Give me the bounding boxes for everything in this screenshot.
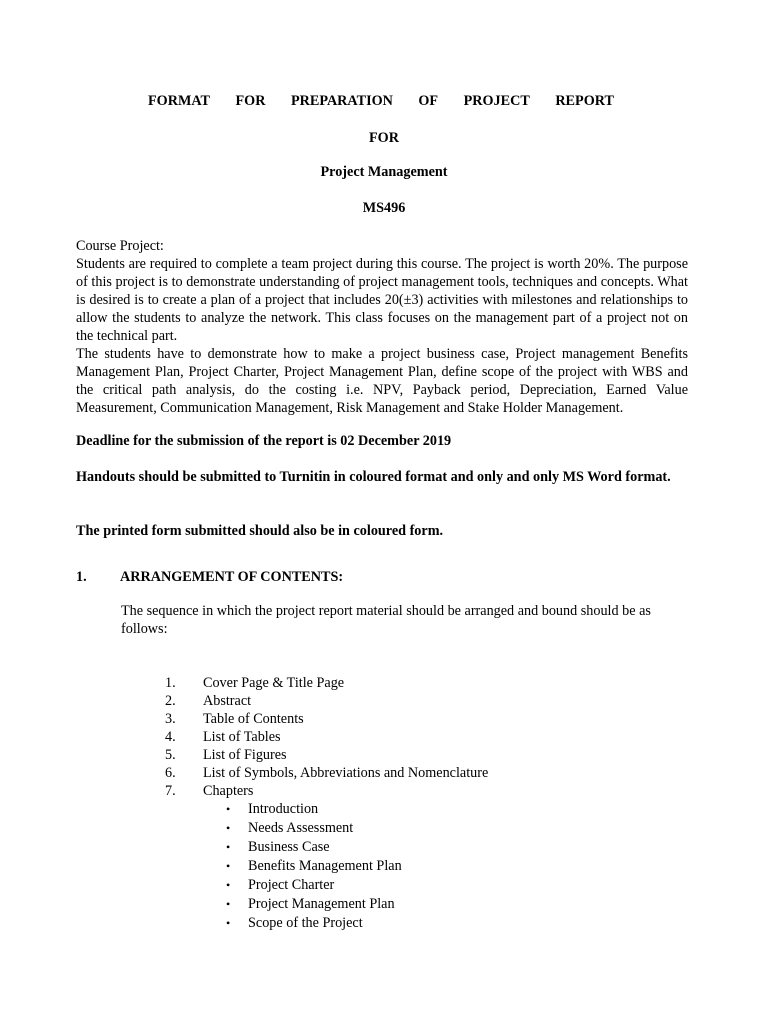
chapters-list (226, 800, 402, 933)
bullet-icon: • (226, 802, 231, 816)
list-number: 2. (165, 693, 176, 709)
deadline-note: Deadline for the submission of the report is 02 December 2019 (76, 433, 452, 449)
bullet-icon: • (226, 878, 231, 892)
list-item (165, 746, 488, 764)
list-label: Chapters (203, 783, 254, 799)
course-name: Project Management (320, 164, 448, 180)
contents-list (165, 674, 488, 800)
list-label: Cover Page & Title Page (203, 675, 345, 691)
title-word: REPORT (555, 93, 614, 109)
list-number: 4. (165, 729, 176, 745)
list-number: 3. (165, 711, 176, 727)
bullet-icon: • (226, 821, 231, 835)
list-item (165, 764, 488, 782)
chapter-label: Project Management Plan (248, 896, 395, 912)
title-for: FOR (369, 130, 399, 146)
list-item (165, 710, 488, 728)
section-title: ARRANGEMENT OF CONTENTS: (120, 569, 344, 585)
list-item (226, 819, 402, 838)
list-label: List of Symbols, Abbreviations and Nomenclature (203, 765, 489, 781)
bullet-icon: • (226, 840, 231, 854)
list-number: 1. (165, 675, 176, 691)
list-item (165, 692, 488, 710)
list-label: List of Figures (203, 747, 287, 763)
list-number: 5. (165, 747, 176, 763)
bullet-icon: • (226, 897, 231, 911)
list-item (226, 895, 402, 914)
intro-label: Course Project: (76, 238, 164, 254)
title-word: OF (418, 93, 439, 109)
list-label: Abstract (203, 693, 252, 709)
title-word: FOR (235, 93, 266, 109)
chapter-label: Benefits Management Plan (248, 858, 402, 874)
list-item (165, 728, 488, 746)
list-item (226, 800, 402, 819)
bullet-icon: • (226, 859, 231, 873)
title-word: PREPARATION (290, 93, 393, 109)
list-item (226, 876, 402, 895)
chapter-label: Scope of the Project (248, 915, 363, 931)
list-number: 7. (165, 783, 176, 799)
course-code: MS496 (362, 200, 406, 216)
list-item (226, 838, 402, 857)
intro-section (76, 237, 688, 417)
intro-paragraph-2: The students have to demonstrate how to make a project business case, Project management Benefits Management Plan, Project Charter, Project Management Plan, define scope of the project with WBS and the critical path analysis, do the costing i.e. NPV, Payback period, Depreciation, Earned Value Measurement, Communication Management, Risk Management and Stake Holder Management. (76, 346, 688, 416)
list-number: 6. (165, 765, 176, 781)
intro-paragraph-1: Students are required to complete a team project during this course. The project is worth 20%. The purpose of this project is to demonstrate understanding of project management tools, techniques and concepts. What is desired is to create a plan of a project that includes 20(±3) activities with milestones and relationships to allow the students to analyze the network. This class focuses on the management part of a project not on the technical part. (76, 256, 688, 344)
chapter-label: Project Charter (248, 877, 335, 893)
printed-note: The printed form submitted should also be in coloured form. (76, 523, 444, 539)
chapter-label: Introduction (248, 801, 319, 817)
list-item (165, 674, 488, 692)
list-item (165, 782, 488, 800)
sequence-paragraph: The sequence in which the project report material should be arranged and bound should be as follows: (121, 603, 651, 637)
list-item (226, 857, 402, 876)
handouts-note: Handouts should be submitted to Turnitin in coloured format and only and only MS Word format. (76, 469, 671, 485)
title-word: PROJECT (463, 93, 530, 109)
chapter-label: Needs Assessment (248, 820, 354, 836)
bullet-icon: • (226, 916, 231, 930)
list-label: List of Tables (203, 729, 281, 745)
section-heading (76, 568, 343, 586)
list-label: Table of Contents (203, 711, 304, 727)
title-word: FORMAT (148, 93, 210, 109)
chapter-label: Business Case (248, 839, 330, 855)
section-number: 1. (76, 569, 87, 585)
document-title (148, 92, 614, 110)
list-item (226, 914, 402, 933)
